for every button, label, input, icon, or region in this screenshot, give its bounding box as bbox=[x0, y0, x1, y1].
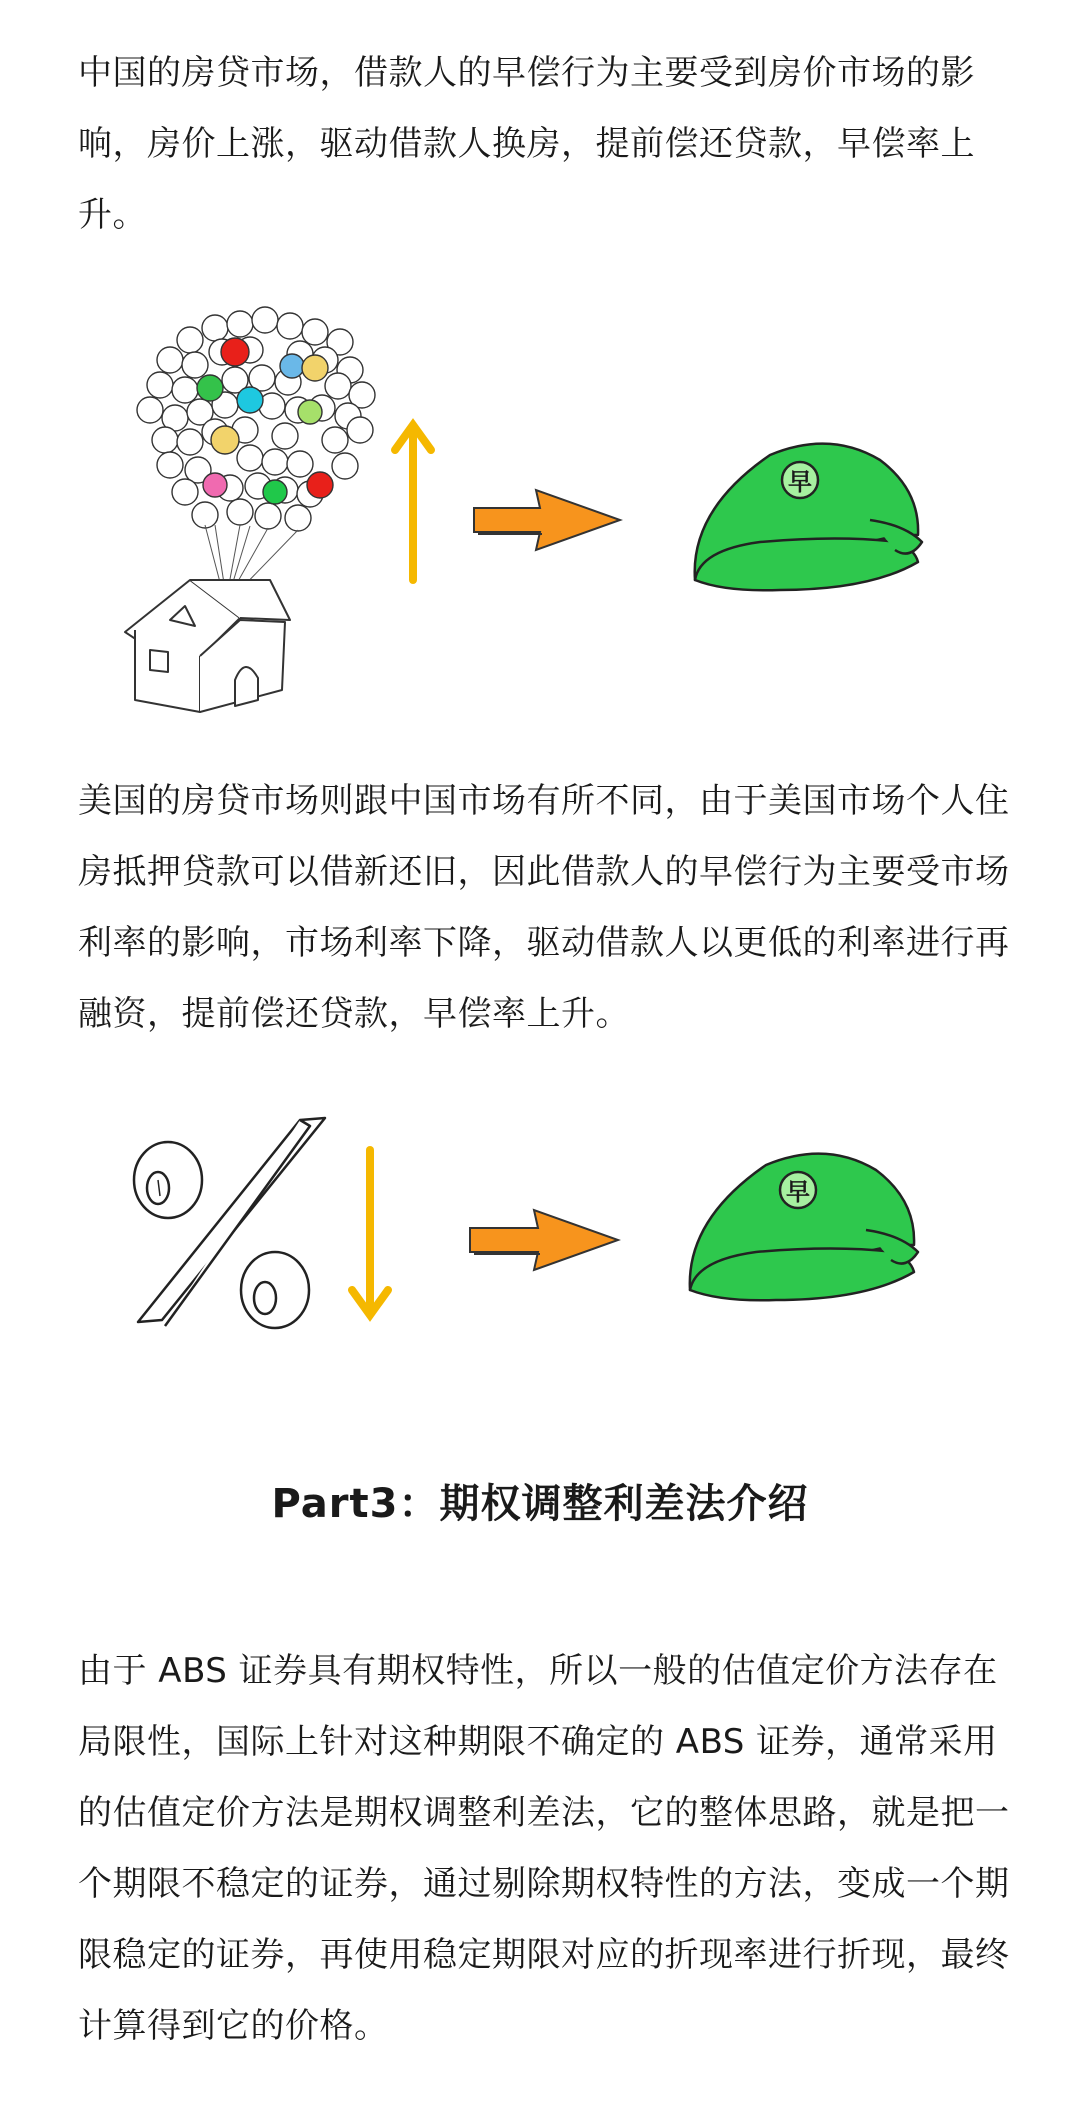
percent-icon bbox=[134, 1118, 325, 1328]
cap-label-2: 早 bbox=[786, 1178, 810, 1206]
cap-icon bbox=[695, 444, 922, 591]
illustration-interest-rate-down bbox=[0, 1090, 1080, 1350]
illustration-house-price-up bbox=[0, 280, 1080, 720]
up-arrow-icon bbox=[395, 425, 431, 580]
paragraph-oas-method: 由于 ABS 证券具有期权特性，所以一般的估值定价方法存在局限性，国际上针对这种期限不确定的 ABS 证券，通常采用的估值定价方法是期权调整利差法，它的整体思路，就是把一个期限不稳定的证券，通过剔除期权特性的方法，变成一个期限稳定的证券，再使用稳定期限对应的折现率进行折现，最终计算得到它的价格。 bbox=[78, 1651, 1010, 2046]
right-arrow-icon bbox=[474, 490, 620, 550]
cap-icon-2 bbox=[690, 1154, 918, 1301]
section-heading: Part3：期权调整利差法介绍 bbox=[271, 1481, 809, 1527]
paragraph-china-market: 中国的房贷市场，借款人的早偿行为主要受到房价市场的影响，房价上涨，驱动借款人换房，提前偿还贷款，早偿率上升。 bbox=[78, 53, 975, 235]
balloons-icon bbox=[137, 307, 375, 531]
down-arrow-icon bbox=[352, 1150, 388, 1315]
paragraph-usa-market: 美国的房贷市场则跟中国市场有所不同，由于美国市场个人住房抵押贷款可以借新还旧，因此借款人的早偿行为主要受市场利率的影响，市场利率下降，驱动借款人以更低的利率进行再融资，提前偿还贷款，早偿率上升。 bbox=[78, 781, 1010, 1034]
right-arrow-icon-2 bbox=[470, 1210, 618, 1270]
cap-label-1: 早 bbox=[788, 468, 812, 496]
house-icon bbox=[125, 580, 290, 712]
